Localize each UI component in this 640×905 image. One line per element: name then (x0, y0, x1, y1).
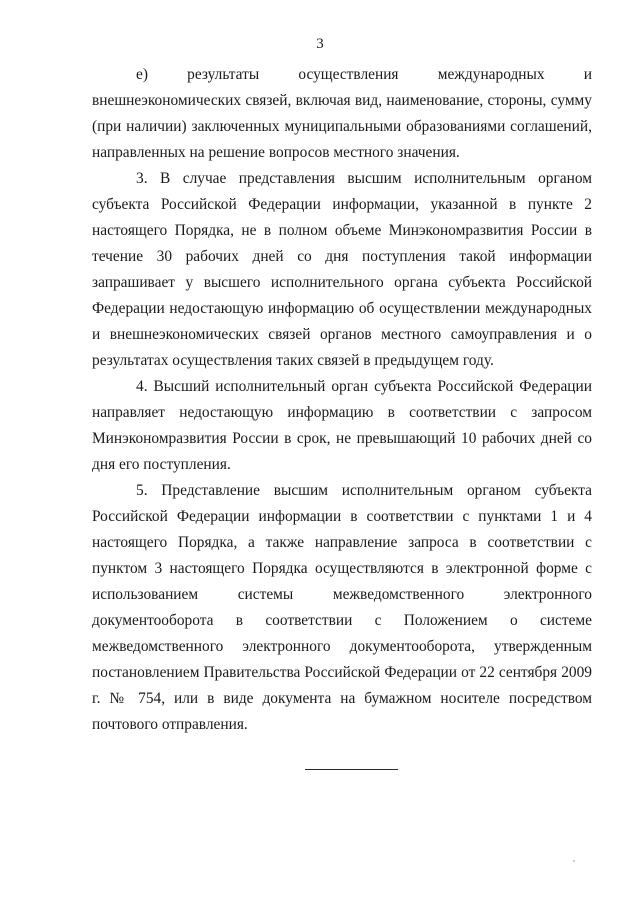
paragraph-4-response: 4. Высший исполнительный орган субъекта Российской Федерации направляет недостающую информацию в соответствии с запросом Минэкономразвития России в срок, не превышающий 10 рабочих дней со дня его поступления. (92, 378, 592, 473)
closing-separator-line (305, 769, 398, 770)
page-number: 3 (316, 36, 324, 52)
paragraph-5-submission: 5. Представление высшим исполнительным органом субъекта Российской Федерации информации в соответствии с пунктами 1 и 4 настоящего Порядка, а также направление запроса в соответствии с пунктом 3 настоящего Порядка осуществляются в электронной форме с использованием системы межведомственного электронного документооборота в соответствии с Положением о системе межведомственного электронного документооборота, утвержденным постановлением Правительства Российской Федерации от 22 сентября 2009 г. № 754, или в виде документа на бумажном носителе посредством почтового отправления. (92, 482, 592, 733)
scan-speck (573, 860, 575, 862)
document-body (92, 62, 592, 738)
paragraph-e-results: е) результаты осуществления международных и внешнеэкономических связей, включая вид, наименование, стороны, сумму (при наличии) заключенных муниципальными образованиями соглашений, направленных на решение вопросов местного значения. (92, 66, 592, 161)
paragraph-3-request: 3. В случае представления высшим исполнительным органом субъекта Российской Федерации информации, указанной в пункте 2 настоящего Порядка, не в полном объеме Минэкономразвития России в течение 30 рабочих дней со дня поступления такой информации запрашивает у высшего исполнительного органа субъекта Российской Федерации недостающую информацию об осуществлении международных и внешнеэкономических связей органов местного самоуправления и о результатах осуществления таких связей в предыдущем году. (92, 170, 592, 369)
